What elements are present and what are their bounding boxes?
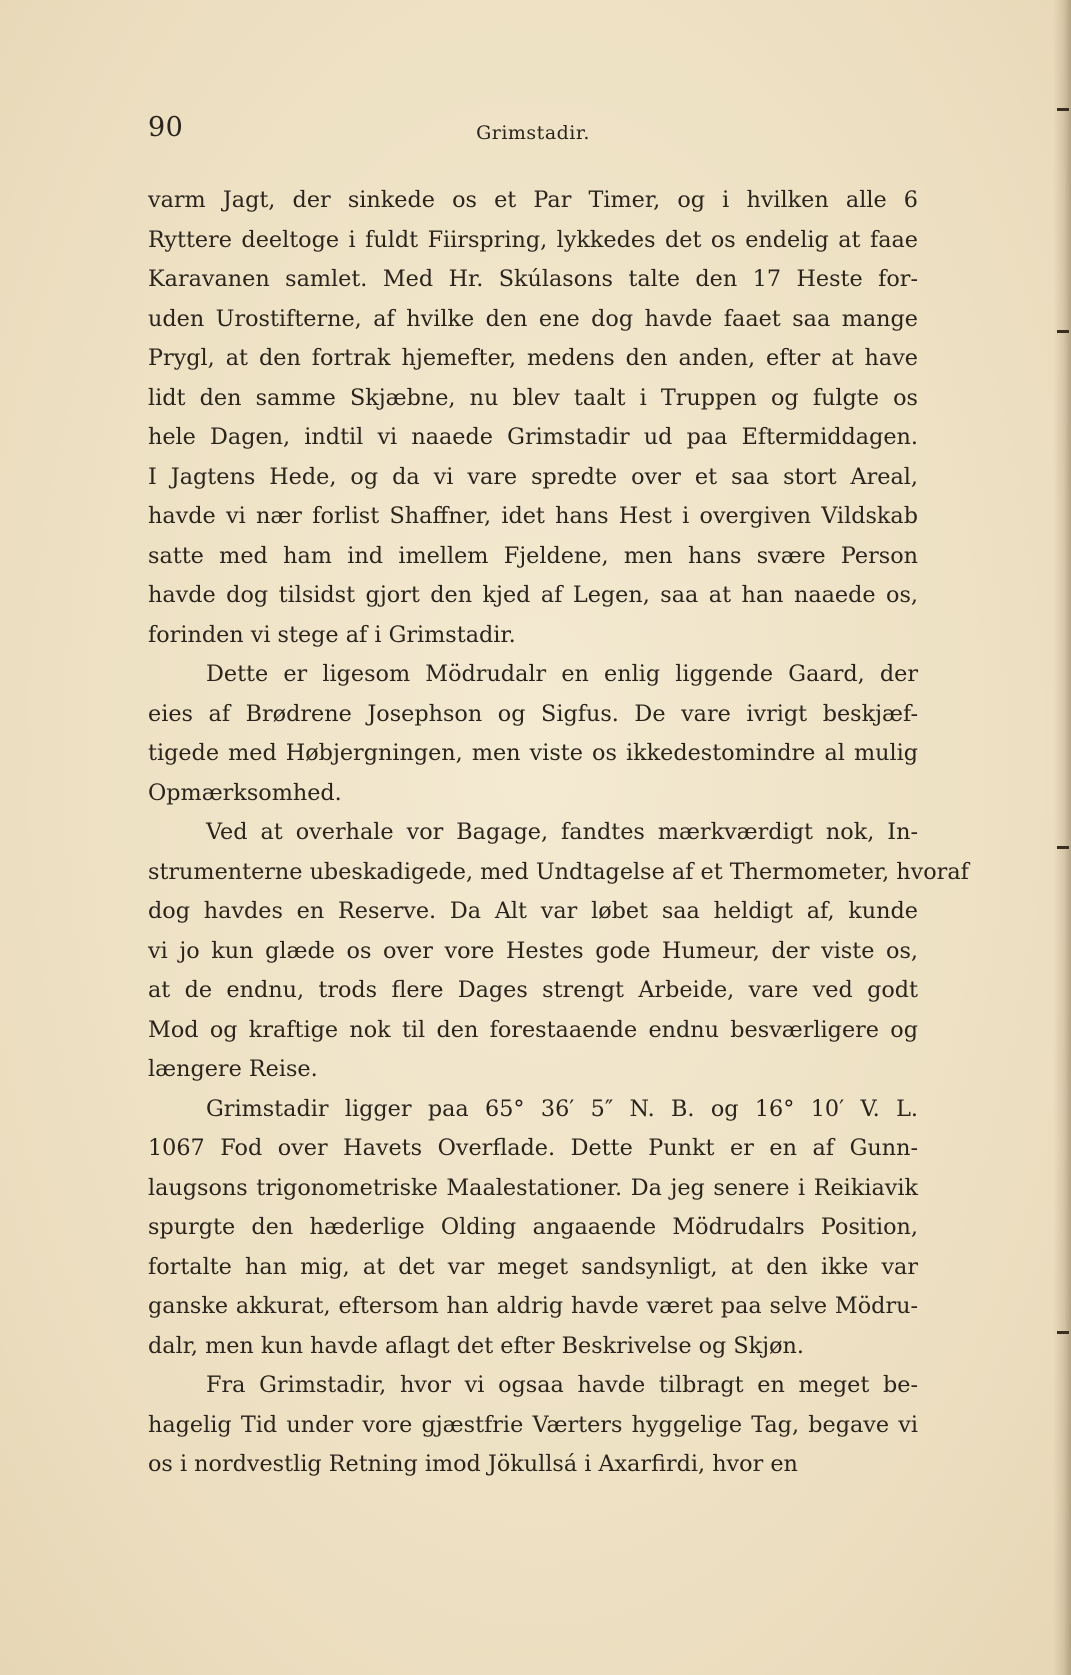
text-line: satte med ham ind imellem Fjeldene, men hans svære Person bbox=[148, 542, 918, 569]
text-line: os i nordvestlig Retning imod Jökullsá i Axarfirdi, hvor en bbox=[148, 1451, 798, 1477]
text-line: spurgte den hæderlige Olding angaaende Mödrudalrs Position, bbox=[148, 1214, 918, 1240]
text-line: Prygl, at den fortrak hjemefter, medens den anden, efter at have bbox=[148, 345, 918, 371]
text-line: Fra Grimstadir, hvor vi ogsaa havde tilbragt en meget be- bbox=[206, 1372, 918, 1398]
text-line: havde vi nær forlist Shaffner, idet hans Hest i overgiven Vildskab bbox=[148, 503, 918, 529]
margin-mark bbox=[1057, 846, 1069, 849]
text-line: hele Dagen, indtil vi naaede Grimstadir ud paa Eftermiddagen. bbox=[148, 424, 918, 450]
text-line: dalr, men kun havde aflagt det efter Beskrivelse og Skjøn. bbox=[148, 1332, 804, 1359]
body-text bbox=[148, 181, 969, 1485]
page-header bbox=[148, 112, 918, 152]
margin-mark bbox=[1057, 108, 1069, 111]
text-line: tigede med Høbjergningen, men viste os ikkedestomindre al mulig bbox=[148, 740, 918, 766]
text-line: forinden vi stege af i Grimstadir. bbox=[148, 621, 516, 648]
text-line: Ved at overhale vor Bagage, fandtes mærkværdigt nok, In- bbox=[206, 819, 918, 845]
text-line: Karavanen samlet. Med Hr. Skúlasons talte den 17 Heste for- bbox=[148, 266, 918, 292]
text-line: Dette er ligesom Mödrudalr en enlig liggende Gaard, der bbox=[206, 661, 918, 687]
margin-mark bbox=[1057, 1331, 1069, 1334]
text-line: ganske akkurat, eftersom han aldrig havde været paa selve Mödru- bbox=[148, 1293, 918, 1319]
text-line: Ryttere deeltoge i fuldt Fiirspring, lykkedes det os endelig at faae bbox=[148, 226, 918, 253]
text-line: fortalte han mig, at det var meget sandsynligt, at den ikke var bbox=[148, 1253, 918, 1280]
paragraph bbox=[148, 1090, 918, 1367]
text-line: lidt den samme Skjæbne, nu blev taalt i Truppen og fulgte os bbox=[148, 384, 918, 411]
text-line: varm Jagt, der sinkede os et Par Timer, og i hvilken alle 6 bbox=[148, 187, 918, 213]
page-number: 90 bbox=[148, 112, 184, 143]
text-line: at de endnu, trods flere Dages strengt Arbeide, vare ved godt bbox=[148, 977, 918, 1003]
text-line: havde dog tilsidst gjort den kjed af Legen, saa at han naaede os, bbox=[148, 582, 918, 608]
text-line: 1067 Fod over Havets Overflade. Dette Punkt er en af Gunn- bbox=[148, 1135, 918, 1161]
text-line: længere Reise. bbox=[148, 1056, 318, 1082]
text-line: eies af Brødrene Josephson og Sigfus. De vare ivrigt beskjæf- bbox=[148, 700, 918, 727]
text-line: strumenterne ubeskadigede, med Undtagelse af et Thermometer, hvoraf bbox=[148, 858, 969, 885]
text-line: dog havdes en Reserve. Da Alt var løbet saa heldigt af, kunde bbox=[148, 898, 918, 924]
text-line: I Jagtens Hede, og da vi vare spredte over et saa stort Areal, bbox=[148, 463, 918, 490]
paragraph bbox=[148, 655, 918, 813]
page-edge-shadow bbox=[1053, 0, 1071, 1675]
text-line: laugsons trigonometriske Maalestationer. Da jeg senere i Reikiavik bbox=[148, 1174, 918, 1201]
running-title: Grimstadir. bbox=[476, 122, 590, 144]
paragraph bbox=[148, 181, 918, 655]
text-line: Grimstadir ligger paa 65° 36′ 5″ N. B. og 16° 10′ V. L. bbox=[206, 1095, 918, 1122]
text-line: Opmærksomhed. bbox=[148, 779, 342, 806]
text-line: hagelig Tid under vore gjæstfrie Værters hyggelige Tag, begave vi bbox=[148, 1411, 918, 1438]
text-line: vi jo kun glæde os over vore Hestes gode Humeur, der viste os, bbox=[148, 937, 918, 964]
text-line: Mod og kraftige nok til den forestaaende endnu besværligere og bbox=[148, 1016, 918, 1043]
text-line: uden Urostifterne, af hvilke den ene dog havde faaet saa mange bbox=[148, 305, 918, 332]
paragraph bbox=[148, 813, 969, 1090]
paragraph bbox=[148, 1366, 918, 1485]
margin-mark bbox=[1057, 330, 1069, 333]
